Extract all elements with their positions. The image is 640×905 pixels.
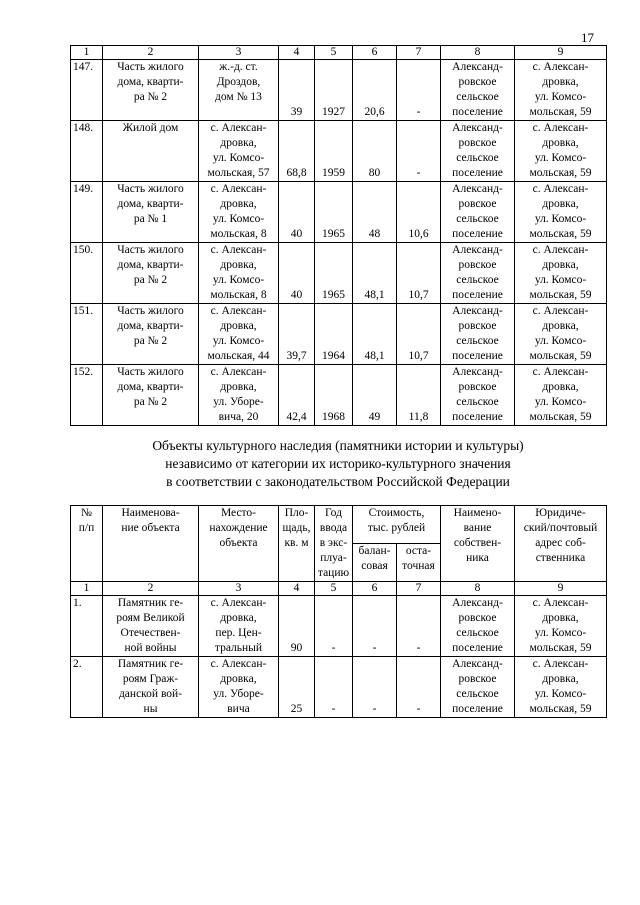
cell-location: с. Алексан- дровка, пер. Цен- тральный <box>199 596 279 657</box>
header-num: № п/п <box>71 506 103 582</box>
cell-name: Часть жилого дома, кварти- ра № 2 <box>103 365 199 426</box>
cell-name: Часть жилого дома, кварти- ра № 2 <box>103 304 199 365</box>
cell-num: 149. <box>71 182 103 243</box>
cell-address: с. Алексан- дровка, ул. Комсо- мольская, 59 <box>515 304 607 365</box>
housing-table <box>70 45 607 426</box>
cell-balance: - <box>353 596 397 657</box>
column-number: 7 <box>397 582 441 596</box>
cell-area: 90 <box>279 596 315 657</box>
cell-location: ж.-д. ст. Дроздов, дом № 13 <box>199 60 279 121</box>
cell-location: с. Алексан- дровка, ул. Комсо- мольская, 57 <box>199 121 279 182</box>
table-row <box>71 121 607 182</box>
heading-line: Объекты культурного наследия (памятники истории и культуры) <box>152 438 524 453</box>
column-number: 4 <box>279 582 315 596</box>
table-row <box>71 60 607 121</box>
column-number: 6 <box>353 46 397 60</box>
cell-area: 39 <box>279 60 315 121</box>
column-number: 1 <box>71 46 103 60</box>
cell-residual: - <box>397 121 441 182</box>
cell-balance: 48,1 <box>353 243 397 304</box>
cell-name: Часть жилого дома, кварти- ра № 2 <box>103 243 199 304</box>
page-number: 17 <box>581 30 594 45</box>
header-name: Наименова- ние объекта <box>103 506 199 582</box>
column-number: 9 <box>515 46 607 60</box>
column-number: 2 <box>103 582 199 596</box>
heading-line: в соответствии с законодательством Российской Федерации <box>166 474 510 489</box>
cell-num: 152. <box>71 365 103 426</box>
cell-year: 1927 <box>315 60 353 121</box>
cell-year: - <box>315 596 353 657</box>
cell-year: 1965 <box>315 243 353 304</box>
column-number: 8 <box>441 582 515 596</box>
cell-residual: - <box>397 596 441 657</box>
cell-owner: Александ- ровское сельское поселение <box>441 121 515 182</box>
cell-balance: 49 <box>353 365 397 426</box>
cell-name: Часть жилого дома, кварти- ра № 1 <box>103 182 199 243</box>
cell-name: Жилой дом <box>103 121 199 182</box>
header-address: Юридиче- ский/почтовый адрес соб- ственника <box>515 506 607 582</box>
cell-area: 39,7 <box>279 304 315 365</box>
cell-owner: Александ- ровское сельское поселение <box>441 657 515 718</box>
cell-address: с. Алексан- дровка, ул. Комсо- мольская, 59 <box>515 121 607 182</box>
cell-year: 1964 <box>315 304 353 365</box>
column-number-row <box>71 46 607 60</box>
header-owner: Наимено- вание собствен- ника <box>441 506 515 582</box>
cell-balance: 20,6 <box>353 60 397 121</box>
column-number: 8 <box>441 46 515 60</box>
column-number: 9 <box>515 582 607 596</box>
cell-name: Памятник ге- роям Великой Отечествен- ной войны <box>103 596 199 657</box>
cell-name: Часть жилого дома, кварти- ра № 2 <box>103 60 199 121</box>
header-residual: оста- точная <box>397 544 441 582</box>
cell-location: с. Алексан- дровка, ул. Уборе- вича <box>199 657 279 718</box>
cell-area: 40 <box>279 243 315 304</box>
column-number: 5 <box>315 582 353 596</box>
cell-owner: Александ- ровское сельское поселение <box>441 365 515 426</box>
heading-line: независимо от категории их историко-культурного значения <box>165 456 511 471</box>
cell-location: с. Алексан- дровка, ул. Комсо- мольская, 44 <box>199 304 279 365</box>
cell-num: 2. <box>71 657 103 718</box>
column-number-row <box>71 582 607 596</box>
table-row <box>71 243 607 304</box>
cell-owner: Александ- ровское сельское поселение <box>441 60 515 121</box>
cell-num: 151. <box>71 304 103 365</box>
cell-area: 68,8 <box>279 121 315 182</box>
cell-address: с. Алексан- дровка, ул. Комсо- мольская, 59 <box>515 657 607 718</box>
cell-owner: Александ- ровское сельское поселение <box>441 243 515 304</box>
cell-address: с. Алексан- дровка, ул. Комсо- мольская, 59 <box>515 365 607 426</box>
column-number: 1 <box>71 582 103 596</box>
header-balance: балан- совая <box>353 544 397 582</box>
cell-year: 1965 <box>315 182 353 243</box>
cell-owner: Александ- ровское сельское поселение <box>441 596 515 657</box>
header-location: Место- нахождение объекта <box>199 506 279 582</box>
cell-area: 42,4 <box>279 365 315 426</box>
cell-address: с. Алексан- дровка, ул. Комсо- мольская, 59 <box>515 60 607 121</box>
column-number: 6 <box>353 582 397 596</box>
cell-year: 1959 <box>315 121 353 182</box>
cell-address: с. Алексан- дровка, ул. Комсо- мольская, 59 <box>515 182 607 243</box>
column-number: 3 <box>199 582 279 596</box>
cell-owner: Александ- ровское сельское поселение <box>441 304 515 365</box>
heritage-table <box>70 505 607 718</box>
cell-year: - <box>315 657 353 718</box>
table-row <box>71 304 607 365</box>
table-row <box>71 365 607 426</box>
cell-num: 1. <box>71 596 103 657</box>
header-cost: Стоимость, тыс. рублей <box>353 506 441 544</box>
table-row <box>71 596 607 657</box>
cell-location: с. Алексан- дровка, ул. Комсо- мольская, 8 <box>199 182 279 243</box>
table-row <box>71 182 607 243</box>
cell-location: с. Алексан- дровка, ул. Комсо- мольская, 8 <box>199 243 279 304</box>
cell-location: с. Алексан- дровка, ул. Уборе- вича, 20 <box>199 365 279 426</box>
column-number: 4 <box>279 46 315 60</box>
cell-residual: - <box>397 657 441 718</box>
header-area: Пло- щадь, кв. м <box>279 506 315 582</box>
cell-residual: - <box>397 60 441 121</box>
heritage-table-body <box>71 506 607 718</box>
cell-residual: 11,8 <box>397 365 441 426</box>
cell-area: 40 <box>279 182 315 243</box>
housing-table-body <box>71 46 607 426</box>
cell-balance: 80 <box>353 121 397 182</box>
column-number: 2 <box>103 46 199 60</box>
cell-residual: 10,6 <box>397 182 441 243</box>
cell-residual: 10,7 <box>397 243 441 304</box>
header-row <box>71 506 607 544</box>
cell-owner: Александ- ровское сельское поселение <box>441 182 515 243</box>
cell-address: с. Алексан- дровка, ул. Комсо- мольская, 59 <box>515 243 607 304</box>
cell-area: 25 <box>279 657 315 718</box>
cell-balance: 48,1 <box>353 304 397 365</box>
cell-num: 150. <box>71 243 103 304</box>
cell-num: 148. <box>71 121 103 182</box>
table-row <box>71 657 607 718</box>
column-number: 7 <box>397 46 441 60</box>
column-number: 5 <box>315 46 353 60</box>
cell-address: с. Алексан- дровка, ул. Комсо- мольская, 59 <box>515 596 607 657</box>
cell-balance: 48 <box>353 182 397 243</box>
cell-residual: 10,7 <box>397 304 441 365</box>
cell-num: 147. <box>71 60 103 121</box>
cell-year: 1968 <box>315 365 353 426</box>
header-year: Год ввода в экс- плуа- тацию <box>315 506 353 582</box>
cell-balance: - <box>353 657 397 718</box>
section-heading <box>70 437 606 491</box>
column-number: 3 <box>199 46 279 60</box>
cell-name: Памятник ге- роям Граж- данской вой- ны <box>103 657 199 718</box>
